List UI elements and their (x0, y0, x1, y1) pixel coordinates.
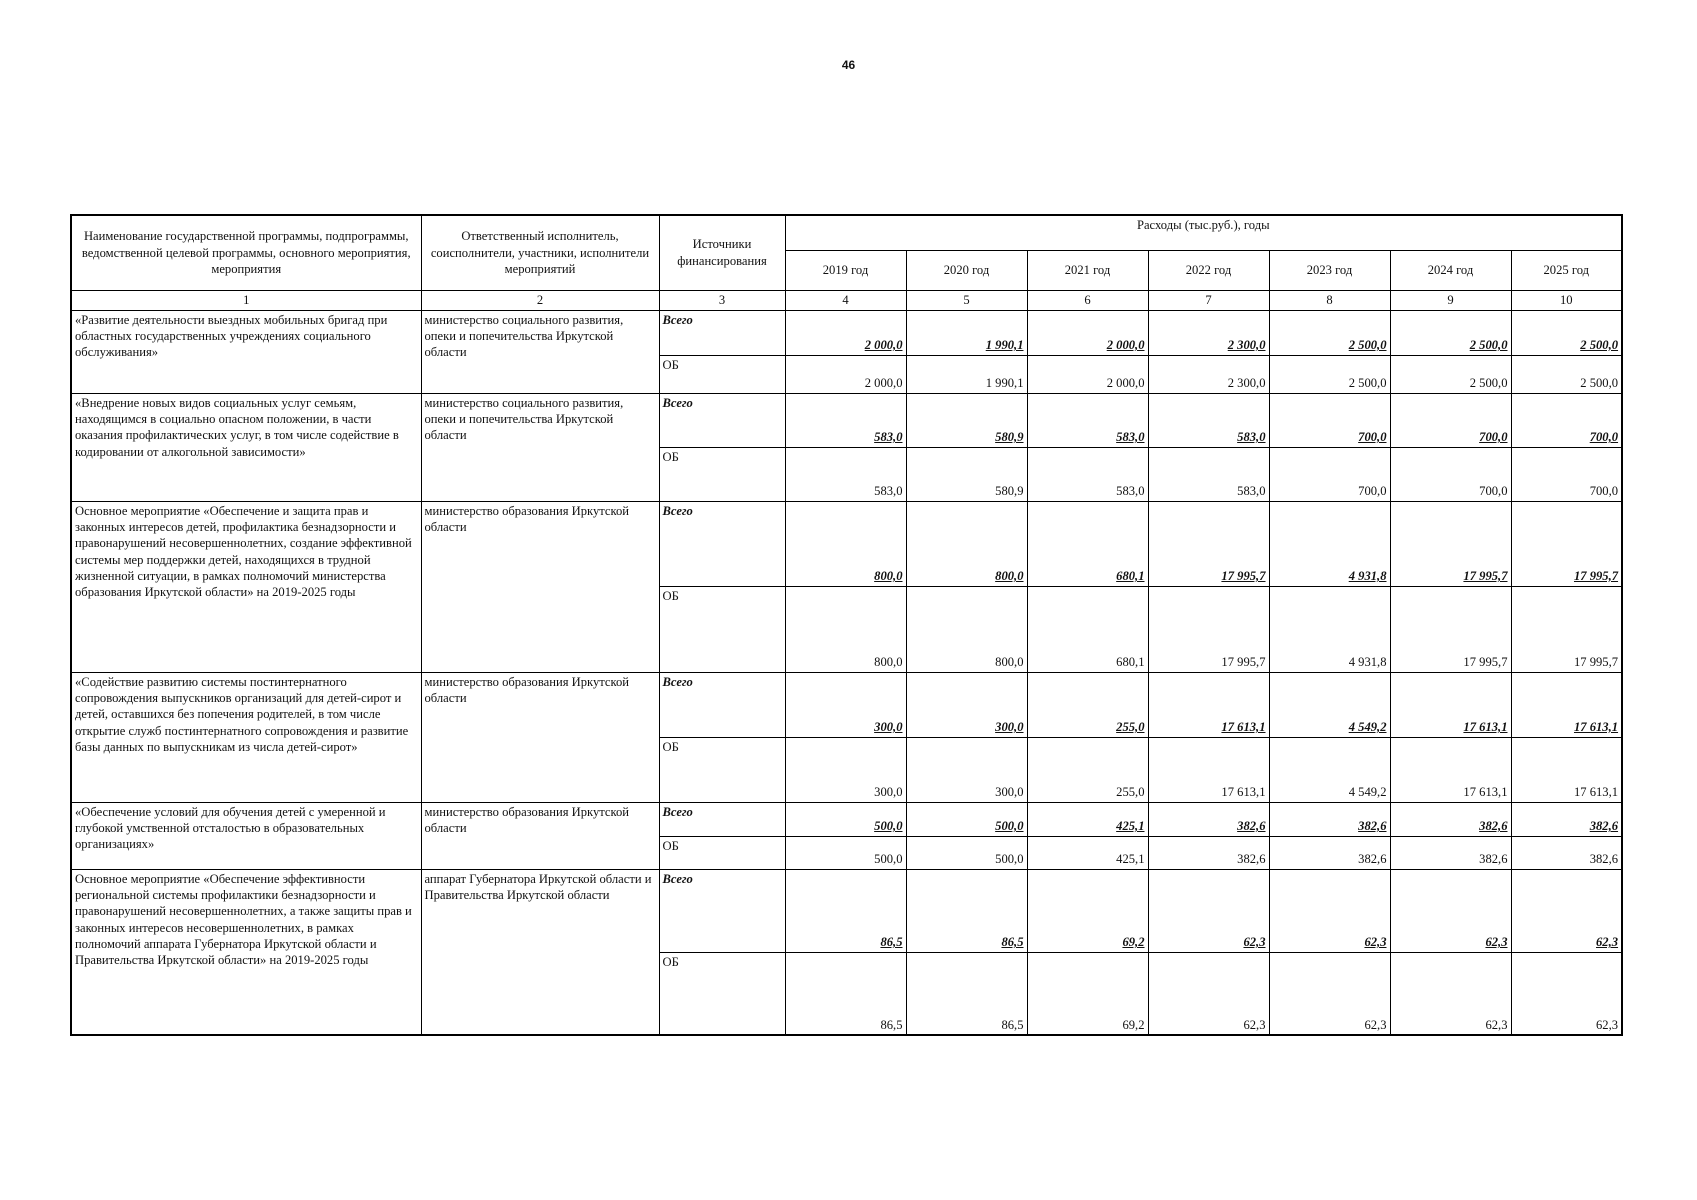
total-value: 17 995,7 (1148, 501, 1269, 586)
header-year: 2020 год (906, 250, 1027, 290)
ob-value: 2 300,0 (1148, 355, 1269, 393)
ob-value: 382,6 (1148, 836, 1269, 869)
ob-value: 62,3 (1148, 952, 1269, 1035)
source-ob-label: ОБ (659, 737, 785, 802)
executor: министерство образования Иркутской области (421, 802, 659, 869)
program-name: «Внедрение новых видов социальных услуг семьям, находящимся в социально опасном положении, в части оказания профилактических услуг, в том числе содействие в кодировании от алкогольной зависимости» (71, 393, 421, 501)
ob-value: 17 613,1 (1390, 737, 1511, 802)
total-value: 680,1 (1027, 501, 1148, 586)
ob-value: 580,9 (906, 447, 1027, 501)
source-total-label: Всего (659, 672, 785, 737)
total-value: 62,3 (1269, 869, 1390, 952)
total-value: 700,0 (1390, 393, 1511, 447)
table-row (71, 802, 1622, 836)
total-value: 17 613,1 (1148, 672, 1269, 737)
ob-value: 800,0 (906, 586, 1027, 672)
program-name: «Содействие развитию системы постинтернатного сопровождения выпускников организаций для детей-сирот и детей, оставшихся без попечения родителей, в том числе открытие служб постинтернатного сопровождения и развитие базы данных по выпускникам из числа детей-сирот» (71, 672, 421, 802)
total-value: 2 000,0 (785, 310, 906, 355)
ob-value: 583,0 (1148, 447, 1269, 501)
ob-value: 17 613,1 (1148, 737, 1269, 802)
ob-value: 680,1 (1027, 586, 1148, 672)
ob-value: 583,0 (785, 447, 906, 501)
column-number: 2 (421, 290, 659, 310)
column-number: 9 (1390, 290, 1511, 310)
executor: аппарат Губернатора Иркутской области и Правительства Иркутской области (421, 869, 659, 1035)
source-total-label: Всего (659, 869, 785, 952)
ob-value: 2 500,0 (1511, 355, 1622, 393)
total-value: 17 995,7 (1390, 501, 1511, 586)
ob-value: 255,0 (1027, 737, 1148, 802)
header-year: 2019 год (785, 250, 906, 290)
executor: министерство социального развития, опеки и попечительства Иркутской области (421, 310, 659, 393)
total-value: 86,5 (785, 869, 906, 952)
total-value: 255,0 (1027, 672, 1148, 737)
total-value: 800,0 (906, 501, 1027, 586)
ob-value: 382,6 (1269, 836, 1390, 869)
ob-value: 2 000,0 (1027, 355, 1148, 393)
table-row (71, 869, 1622, 952)
total-value: 300,0 (906, 672, 1027, 737)
header-year: 2022 год (1148, 250, 1269, 290)
program-name: «Обеспечение условий для обучения детей с умеренной и глубокой умственной отсталостью в образовательных организациях» (71, 802, 421, 869)
ob-value: 1 990,1 (906, 355, 1027, 393)
ob-value: 17 995,7 (1390, 586, 1511, 672)
total-value: 2 000,0 (1027, 310, 1148, 355)
total-value: 583,0 (1027, 393, 1148, 447)
source-total-label: Всего (659, 393, 785, 447)
ob-value: 700,0 (1511, 447, 1622, 501)
total-value: 62,3 (1511, 869, 1622, 952)
executor: министерство образования Иркутской области (421, 672, 659, 802)
total-value: 700,0 (1511, 393, 1622, 447)
total-value: 2 500,0 (1511, 310, 1622, 355)
ob-value: 62,3 (1511, 952, 1622, 1035)
ob-value: 382,6 (1511, 836, 1622, 869)
header-year: 2023 год (1269, 250, 1390, 290)
program-name: «Развитие деятельности выездных мобильных бригад при областных государственных учреждениях социального обслуживания» (71, 310, 421, 393)
total-value: 500,0 (906, 802, 1027, 836)
ob-value: 700,0 (1390, 447, 1511, 501)
ob-value: 700,0 (1269, 447, 1390, 501)
total-value: 17 613,1 (1511, 672, 1622, 737)
column-number: 10 (1511, 290, 1622, 310)
table-row (71, 310, 1622, 355)
total-value: 700,0 (1269, 393, 1390, 447)
ob-value: 382,6 (1390, 836, 1511, 869)
ob-value: 500,0 (785, 836, 906, 869)
total-value: 86,5 (906, 869, 1027, 952)
ob-value: 4 931,8 (1269, 586, 1390, 672)
total-value: 382,6 (1269, 802, 1390, 836)
ob-value: 17 995,7 (1511, 586, 1622, 672)
ob-value: 500,0 (906, 836, 1027, 869)
ob-value: 2 500,0 (1269, 355, 1390, 393)
ob-value: 800,0 (785, 586, 906, 672)
column-number: 4 (785, 290, 906, 310)
total-value: 382,6 (1148, 802, 1269, 836)
ob-value: 4 549,2 (1269, 737, 1390, 802)
total-value: 62,3 (1148, 869, 1269, 952)
total-value: 17 613,1 (1390, 672, 1511, 737)
column-number: 8 (1269, 290, 1390, 310)
source-ob-label: ОБ (659, 447, 785, 501)
header-year: 2025 год (1511, 250, 1622, 290)
ob-value: 86,5 (906, 952, 1027, 1035)
total-value: 69,2 (1027, 869, 1148, 952)
table-row (71, 501, 1622, 586)
total-value: 2 500,0 (1269, 310, 1390, 355)
ob-value: 2 500,0 (1390, 355, 1511, 393)
total-value: 382,6 (1390, 802, 1511, 836)
budget-table (70, 214, 1623, 1036)
header-year: 2021 год (1027, 250, 1148, 290)
program-name: Основное мероприятие «Обеспечение эффективности региональной системы профилактики безнадзорности и правонарушений несовершеннолетних, а также защиты прав и законных интересов несовершеннолетних, в рамках полномочий аппарата Губернатора Иркутской области и Правительства Иркутской области» на 2019-2025 годы (71, 869, 421, 1035)
header-funding-source: Источники финансирования (659, 215, 785, 290)
source-total-label: Всего (659, 501, 785, 586)
program-name: Основное мероприятие «Обеспечение и защита прав и законных интересов детей, профилактика безнадзорности и правонарушений несовершеннолетних, создание эффективной системы мер поддержки детей, находящихся в трудной жизненной ситуации, в рамках полномочий министерства образования Иркутской области» на 2019-2025 годы (71, 501, 421, 672)
ob-value: 300,0 (785, 737, 906, 802)
total-value: 62,3 (1390, 869, 1511, 952)
total-value: 4 549,2 (1269, 672, 1390, 737)
ob-value: 86,5 (785, 952, 906, 1035)
column-number: 3 (659, 290, 785, 310)
executor: министерство социального развития, опеки и попечительства Иркутской области (421, 393, 659, 501)
total-value: 800,0 (785, 501, 906, 586)
column-number: 6 (1027, 290, 1148, 310)
total-value: 583,0 (1148, 393, 1269, 447)
total-value: 425,1 (1027, 802, 1148, 836)
header-expenses: Расходы (тыс.руб.), годы (785, 215, 1622, 250)
header-program-name: Наименование государственной программы, подпрограммы, ведомственной целевой программы, основного мероприятия, мероприятия (71, 215, 421, 290)
total-value: 500,0 (785, 802, 906, 836)
table-row (71, 393, 1622, 447)
total-value: 583,0 (785, 393, 906, 447)
total-value: 17 995,7 (1511, 501, 1622, 586)
ob-value: 2 000,0 (785, 355, 906, 393)
source-ob-label: ОБ (659, 952, 785, 1035)
ob-value: 62,3 (1269, 952, 1390, 1035)
executor: министерство образования Иркутской области (421, 501, 659, 672)
ob-value: 17 613,1 (1511, 737, 1622, 802)
ob-value: 69,2 (1027, 952, 1148, 1035)
table-row (71, 672, 1622, 737)
page-number: 46 (841, 58, 856, 72)
ob-value: 62,3 (1390, 952, 1511, 1035)
total-value: 300,0 (785, 672, 906, 737)
header-year: 2024 год (1390, 250, 1511, 290)
total-value: 382,6 (1511, 802, 1622, 836)
header-executor: Ответственный исполнитель, соисполнители, участники, исполнители мероприятий (421, 215, 659, 290)
ob-value: 300,0 (906, 737, 1027, 802)
total-value: 2 300,0 (1148, 310, 1269, 355)
ob-value: 17 995,7 (1148, 586, 1269, 672)
ob-value: 583,0 (1027, 447, 1148, 501)
source-ob-label: ОБ (659, 836, 785, 869)
source-total-label: Всего (659, 310, 785, 355)
source-ob-label: ОБ (659, 586, 785, 672)
source-ob-label: ОБ (659, 355, 785, 393)
total-value: 580,9 (906, 393, 1027, 447)
total-value: 2 500,0 (1390, 310, 1511, 355)
total-value: 4 931,8 (1269, 501, 1390, 586)
ob-value: 425,1 (1027, 836, 1148, 869)
column-number: 5 (906, 290, 1027, 310)
source-total-label: Всего (659, 802, 785, 836)
total-value: 1 990,1 (906, 310, 1027, 355)
column-number: 1 (71, 290, 421, 310)
column-number: 7 (1148, 290, 1269, 310)
